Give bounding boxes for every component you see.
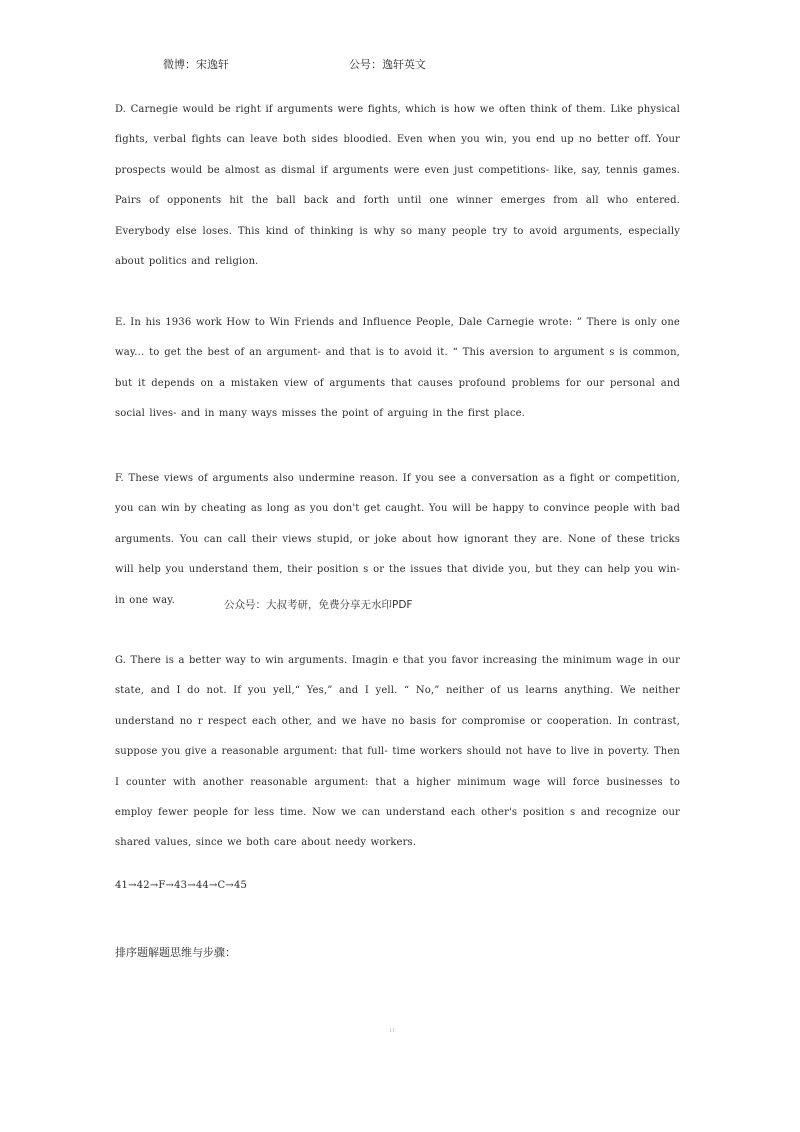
header-weibo-label: 微博：宋逸轩: [163, 58, 229, 71]
watermark-text: 公众号：大叔考研，免费分享无水印PDF: [224, 599, 413, 611]
paragraph-f: F. These views of arguments also undermine reason. If you see a conversation as a fight or competition, you can win by cheating as long as you don't get caught. You will be happy to convince people with bad arguments. You can call their views stupid, or joke about how ignorant they are. None of these tricks will help you understand them, their position s or the issues that divide you, but they can help you win- in one way.: [115, 473, 680, 606]
paragraph-g: G. There is a better way to win arguments. Imagin e that you favor increasing the minimum wage in our state, and I do not. If you yell,“ Yes,” and I yell. “ No,” neither of us learns anything. We neither understand no r respect each other, and we have no basis for compromise or cooperation. In contrast, suppose you give a reasonable argument: that full- time workers should not have to live in poverty. Then I counter with another reasonable argument: that a higher minimum wage will force businesses to employ fewer people for less time. Now we can understand each other's position s and recognize our shared values, since we both care about needy workers.: [115, 655, 680, 849]
header-wechat-label: 公号：逸轩英文: [349, 58, 426, 71]
page-number: 11: [389, 1028, 396, 1034]
answer-sequence: 41→42→F→43→44→C→45: [115, 880, 248, 891]
paragraph-e: E. In his 1936 work How to Win Friends and Influence People, Dale Carnegie wrote: ” There is only one way... to get the best of an argument- and that is to avoid it. “ This aversion to argument s is common, but it depends on a mistaken view of arguments that causes profound problems for our personal and social lives- and in many ways misses the point of arguing in the first place.: [115, 317, 680, 420]
page-header: [0, 56, 800, 74]
paragraph-d: D. Carnegie would be right if arguments were fights, which is how we often think of them. Like physical fights, verbal fights can leave both sides bloodied. Even when you win, you end up no better off. Your prospects would be almost as dismal if arguments were even just competitions- like, say, tennis games. Pairs of opponents hit the ball back and forth until one winner emerges from all who entered. Everybody else loses. This kind of thinking is why so many people try to avoid arguments, especially about politics and religion.: [115, 104, 680, 268]
section-heading: 排序题解题思维与步骤：: [115, 946, 236, 959]
